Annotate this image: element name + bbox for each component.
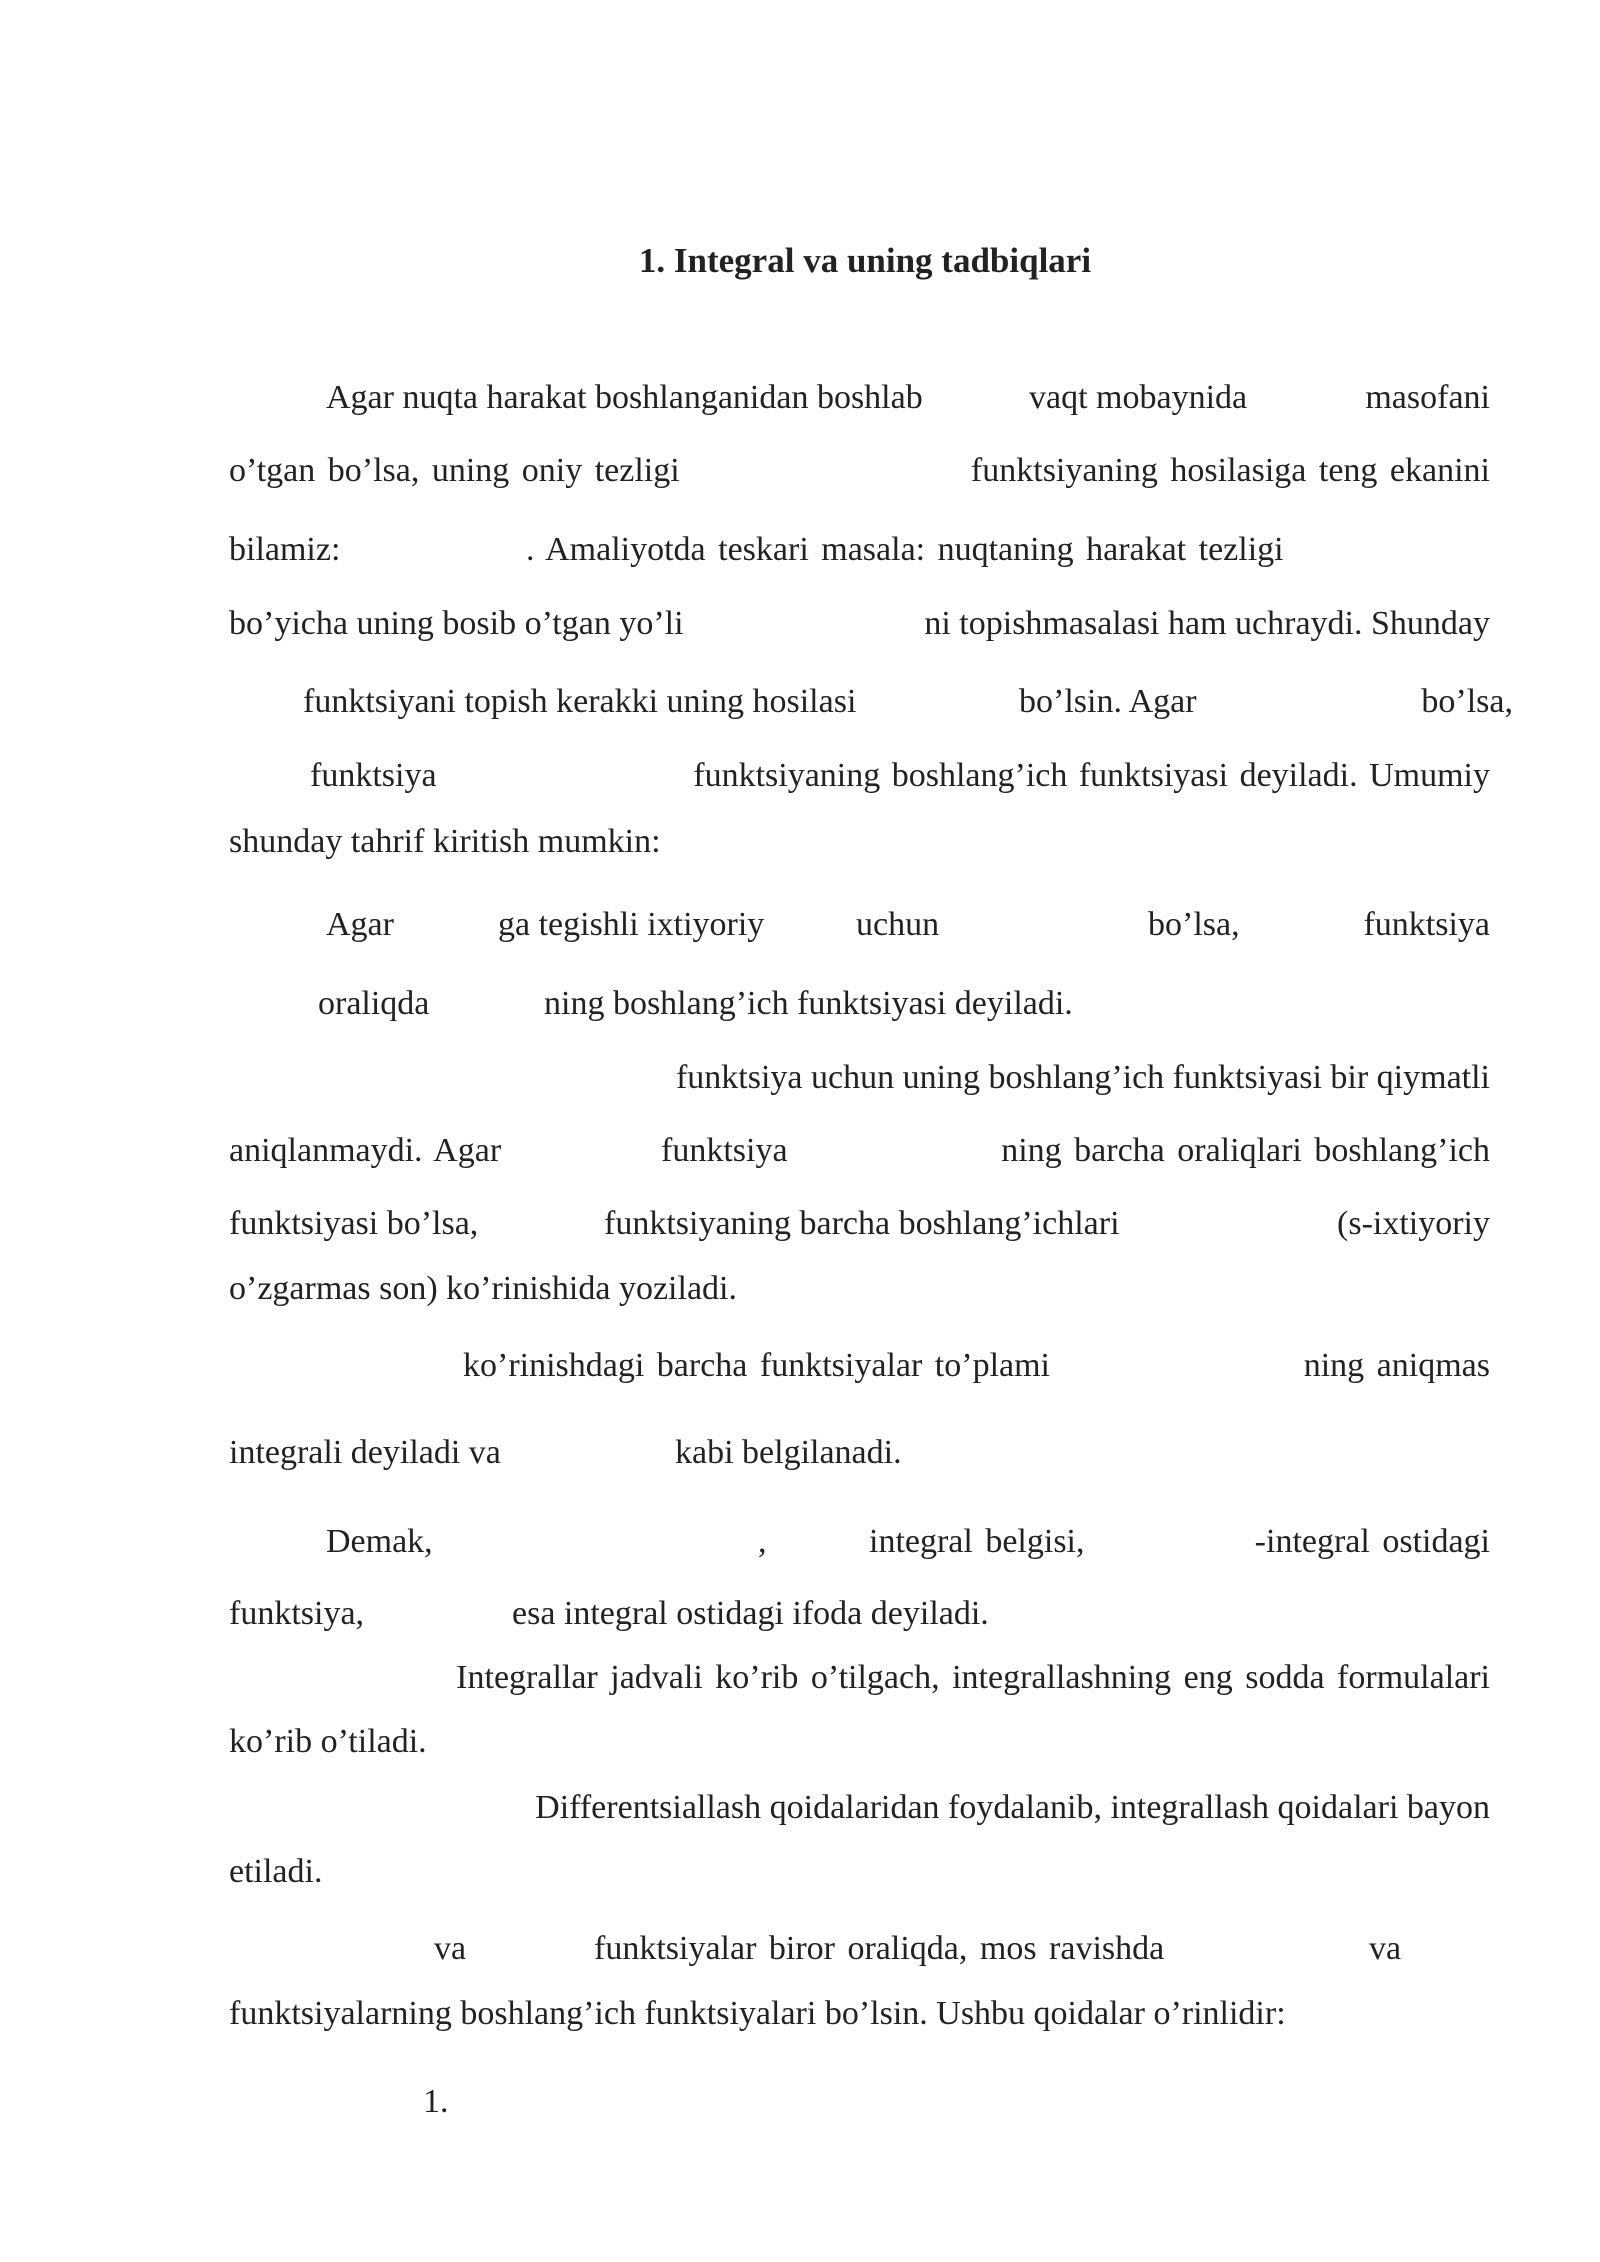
text-segment: va bbox=[434, 1930, 467, 1967]
text-segment: uchun bbox=[856, 906, 940, 943]
text-segment: bo’lsa, bbox=[1421, 683, 1513, 720]
text-segment: bo’lsin. Agar bbox=[1019, 683, 1197, 720]
text-segment: va bbox=[1369, 1930, 1402, 1967]
text-line bbox=[229, 1269, 737, 1309]
text-segment: Differentsiallash qoidalaridan foydalanib, integrallash qoidalari bayon bbox=[535, 1789, 1490, 1826]
text-segment: ga tegishli ixtiyoriy bbox=[498, 906, 765, 943]
text-segment: integral belgisi, bbox=[869, 1523, 1085, 1560]
text-segment: funktsiya bbox=[310, 757, 437, 794]
text-segment: integrali deyiladi va bbox=[229, 1434, 501, 1471]
list-number: 1. bbox=[423, 2083, 449, 2120]
text-segment: funktsiyasi bo’lsa, bbox=[229, 1205, 479, 1242]
text-segment: funktsiyaning hosilasiga teng ekanini bbox=[970, 452, 1490, 489]
text-line bbox=[229, 822, 661, 862]
text-segment: . Amaliyotda teskari masala: nuqtaning harakat tezligi bbox=[526, 531, 1284, 568]
text-segment: Demak, bbox=[326, 1523, 433, 1560]
text-segment: shunday tahrif kiritish mumkin: bbox=[229, 823, 661, 860]
text-line bbox=[229, 1852, 322, 1892]
text-segment: ko’rib o’tiladi. bbox=[229, 1723, 427, 1760]
text-segment: funktsiya bbox=[1363, 906, 1490, 943]
text-segment: ko’rinishdagi barcha funktsiyalar to’plami bbox=[463, 1347, 1050, 1384]
text-segment: funktsiyaning barcha boshlang’ichlari bbox=[604, 1205, 1120, 1242]
text-segment: funktsiya bbox=[661, 1132, 788, 1169]
text-segment: esa integral ostidagi ifoda deyiladi. bbox=[512, 1595, 989, 1632]
text-segment: -integral ostidagi bbox=[1254, 1523, 1490, 1560]
text-segment: funktsiyani topish kerakki uning hosilasi bbox=[303, 683, 857, 720]
text-segment: bilamiz: bbox=[229, 531, 341, 568]
text-segment: Integrallar jadvali ko’rib o’tilgach, integrallashning eng sodda formulalari bbox=[456, 1659, 1490, 1696]
text-line bbox=[229, 1722, 427, 1762]
text-segment: ning boshlang’ich funktsiyasi deyiladi. bbox=[544, 985, 1073, 1022]
text-line bbox=[423, 2082, 449, 2122]
text-segment: ni topishmasalasi ham uchraydi. Shunday bbox=[924, 605, 1490, 642]
text-segment: aniqlanmaydi. Agar bbox=[229, 1132, 502, 1169]
text-segment: bo’lsa, bbox=[1148, 906, 1240, 943]
text-segment: bo’yicha uning bosib o’tgan yo’li bbox=[229, 605, 684, 642]
text-segment: masofani bbox=[1365, 379, 1490, 416]
text-segment: (s-ixtiyoriy bbox=[1337, 1205, 1490, 1242]
text-line bbox=[229, 1994, 1286, 2034]
text-segment: vaqt mobaynida bbox=[1029, 379, 1248, 416]
section-heading: 1. Integral va uning tadbiqlari bbox=[638, 241, 1092, 280]
text-segment: funktsiyaning boshlang’ich funktsiyasi deyiladi. Umumiy bbox=[693, 757, 1490, 794]
text-segment: etiladi. bbox=[229, 1853, 323, 1890]
text-segment: ning aniqmas bbox=[1303, 1347, 1490, 1384]
text-segment: funktsiya uchun uning boshlang’ich funktsiyasi bir qiymatli bbox=[675, 1059, 1490, 1096]
text-segment: funktsiyalarning boshlang’ich funktsiyalari bo’lsin. Ushbu qoidalar o’rinlidir: bbox=[229, 1995, 1286, 2032]
text-segment: Agar nuqta harakat boshlanganidan boshlab bbox=[326, 379, 923, 416]
text-segment: o’tgan bo’lsa, uning oniy tezligi bbox=[229, 452, 680, 489]
text-segment: oraliqda bbox=[318, 985, 430, 1022]
text-segment: funktsiya, bbox=[229, 1595, 365, 1632]
text-segment: funktsiyalar biror oraliqda, mos ravishda bbox=[594, 1930, 1165, 1967]
text-segment: kabi belgilanadi. bbox=[675, 1434, 902, 1471]
text-segment: Agar bbox=[326, 906, 394, 943]
text-segment: o’zgarmas son) ko’rinishida yoziladi. bbox=[229, 1270, 737, 1307]
text-segment: ning barcha oraliqlari boshlang’ich bbox=[1001, 1132, 1490, 1169]
text-segment: , bbox=[758, 1523, 767, 1560]
